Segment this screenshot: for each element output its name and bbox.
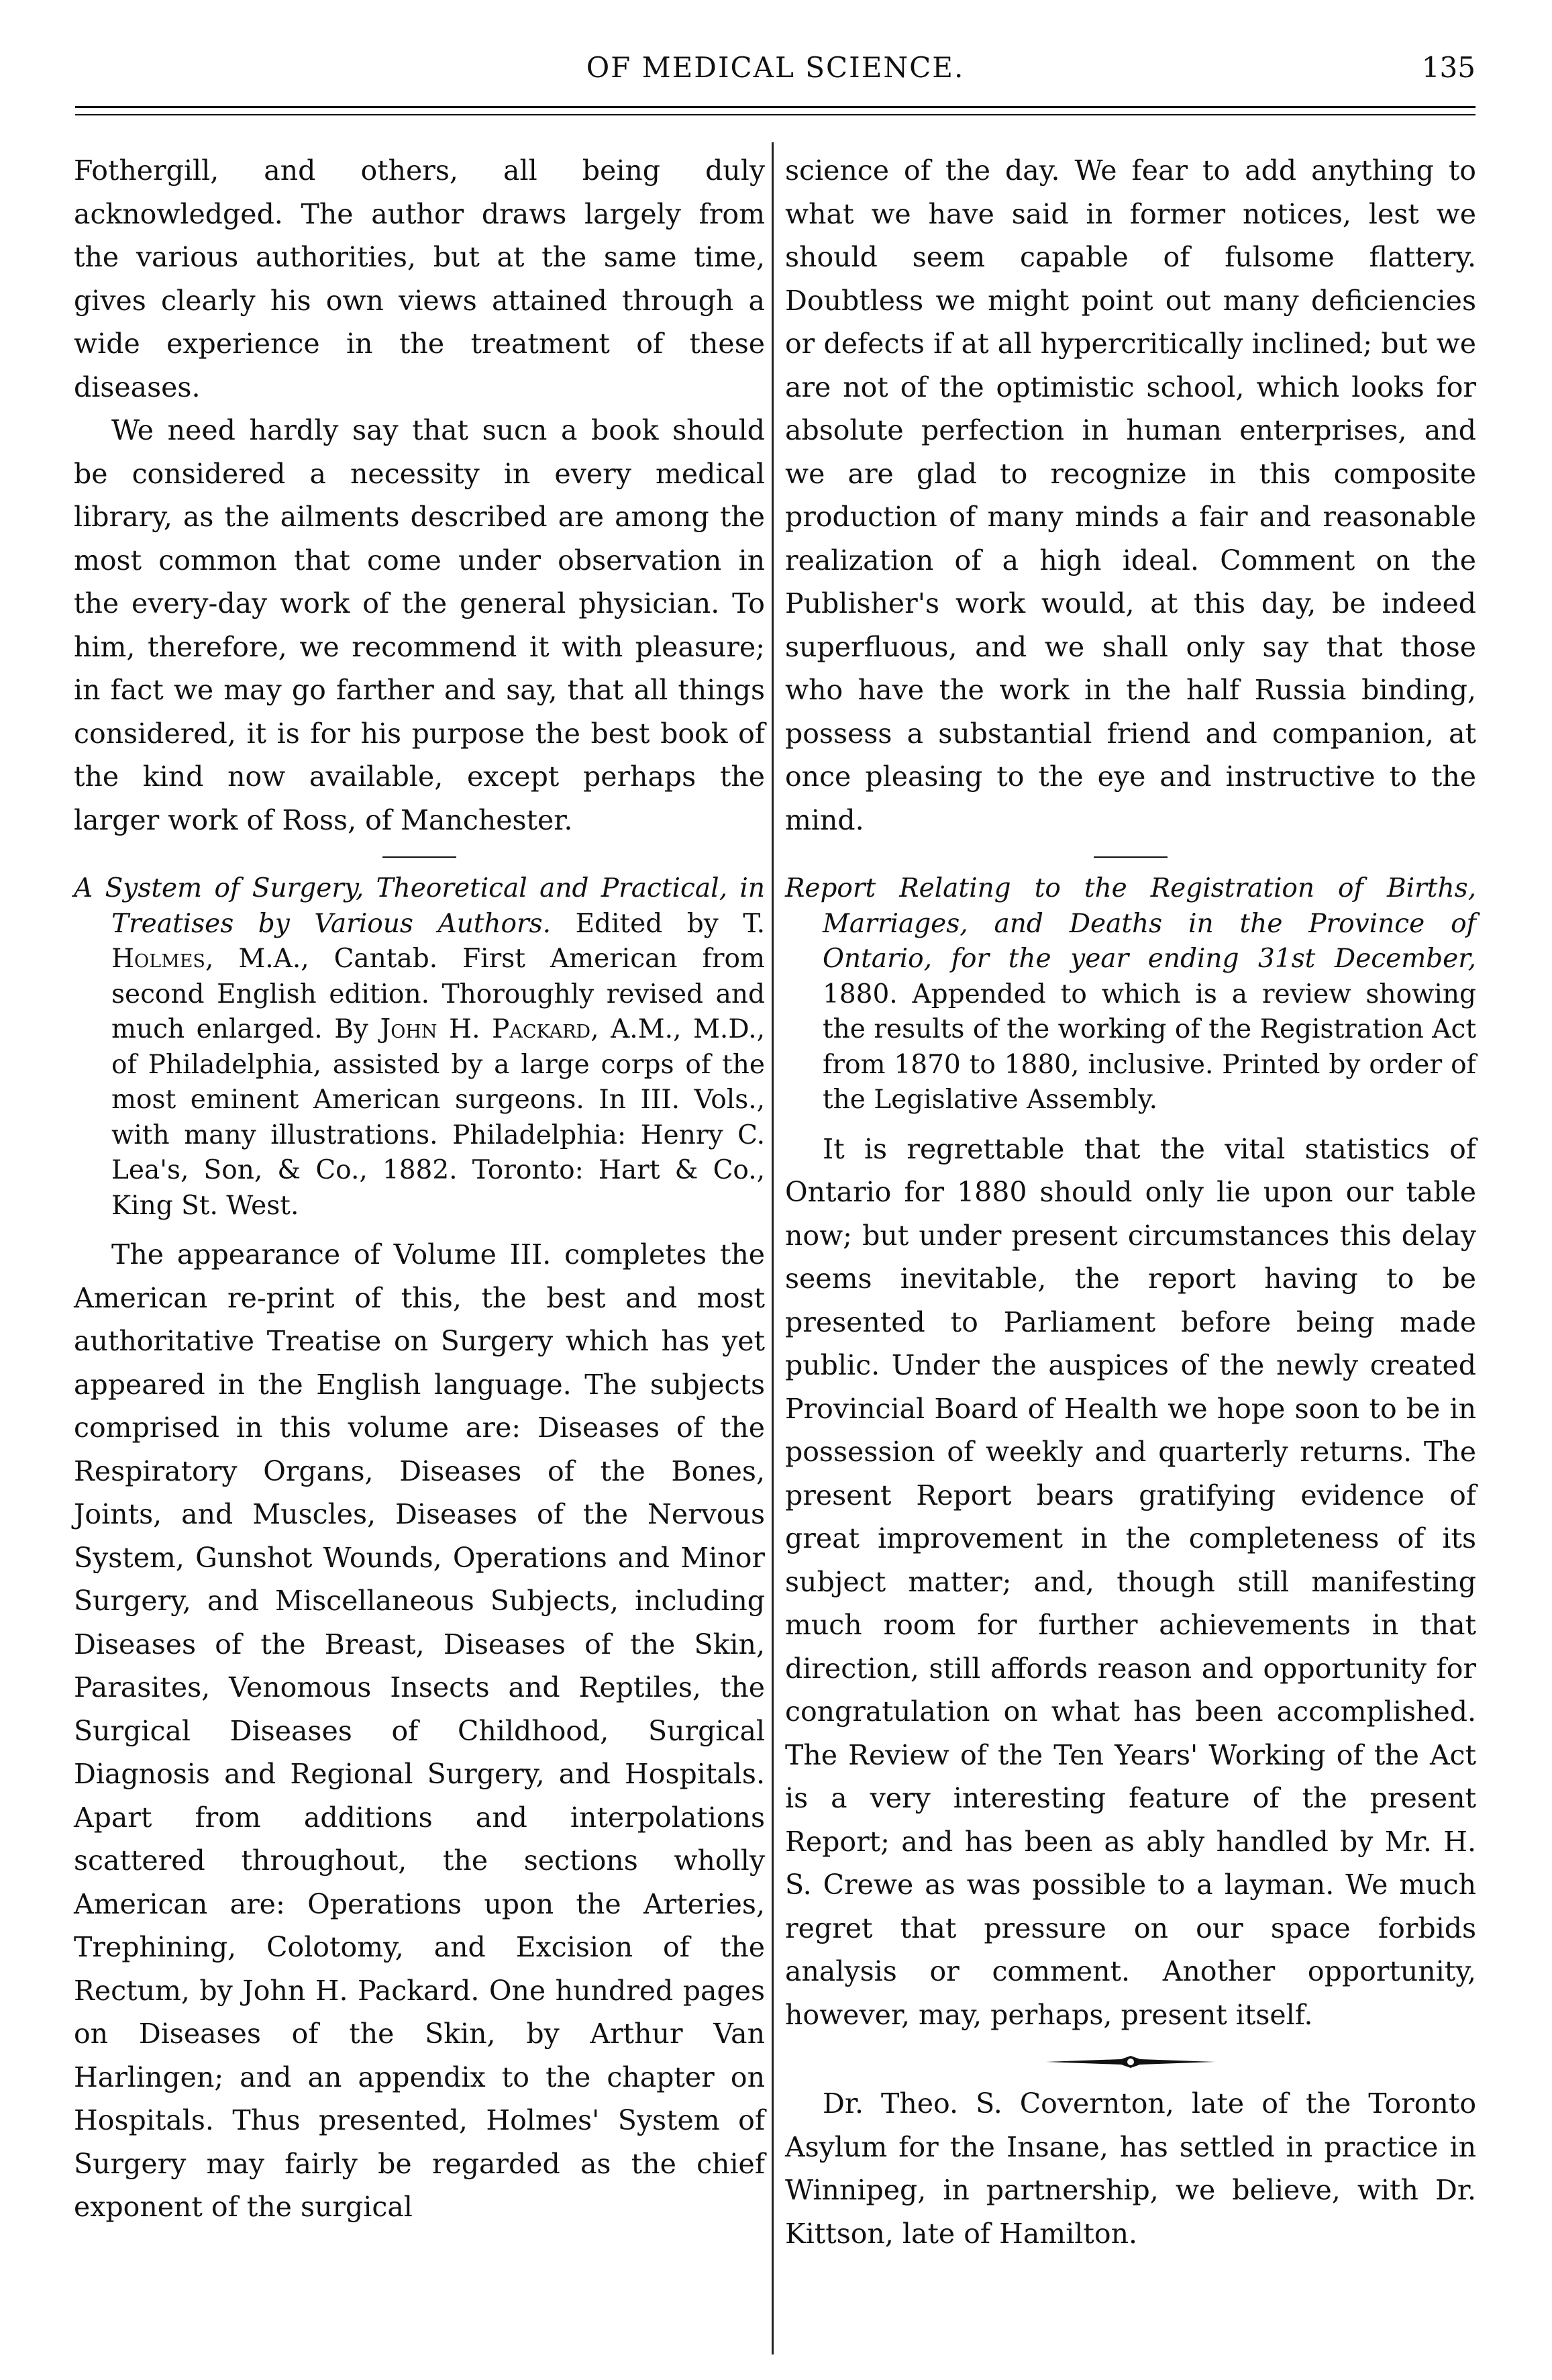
left-column (74, 149, 765, 2229)
paragraph: Dr. Theo. S. Covernton, late of the Toronto Asylum for the Insane, has settled in practice in Winnipeg, in partnership, we believe, with Dr. Kittson, late of Hamilton. (785, 2087, 1476, 2250)
running-title: OF MEDICAL SCIENCE. (586, 51, 965, 84)
page-header (75, 51, 1476, 94)
review-heading: A System of Surgery, Theoretical and Practical, in Treatises by Various Authors. Edited by T. Holmes, M.A., Cantab. First American from second English edition. Thoroughly revised and much enlarged. By John H. Packard, A.M., M.D., of Philadelphia, assisted by a large corps of the most eminent American surgeons. In III. Vols., with many illustrations. Philadelphia: Henry C. Lea's, Son, & Co., 1882. Toronto: Hart & Co., King St. West. (74, 873, 766, 1221)
review-title: A System of Surgery, Theoretical and Practical, in Treatises by Various Authors. (74, 873, 765, 939)
paragraph: It is regrettable that the vital statistics of Ontario for 1880 should only lie upon our table now; but under present circumstances this delay seems inevitable, the report having to be presented to Parliament before being made public. Under the auspices of the newly created Provincial Board of Health we hope soon to be in possession of weekly and quarterly returns. The present Report bears gratifying evidence of great improvement in the completeness of its subject matter; and, though still manifesting much room for further achievements in that direction, still affords reason and opportunity for congratulation on what has been accomplished. The Review of the Ten Years' Working of the Act is a very interesting feature of the present Report; and has been as ably handled by Mr. H. S. Crewe as was possible to a layman. We much regret that pressure on our space forbids analysis or comment. Another opportunity, however, may, perhaps, present itself. (785, 1132, 1476, 2031)
editor-name: John H. Packard (380, 1014, 591, 1044)
header-rule (75, 106, 1476, 108)
page-number: 135 (1421, 51, 1476, 84)
header-rule-thin (75, 114, 1476, 115)
report-title: Report Relating to the Registration of Births, Marriages, and Deaths in the Province of Ontario, for the year ending 31st December, (785, 873, 1476, 974)
section-divider (1094, 856, 1168, 858)
paragraph: science of the day. We fear to add anything to what we have said in former notices, lest we should seem capable of fulsome flattery. Doubtless we might point out many deficiencies or defects if at all hypercritically inclined; but we are not of the optimistic school, which looks for absolute perfection in human enterprises, and we are glad to recognize in this composite production of many minds a fair and reasonable realization of a high ideal. Comment on the Publisher's work would, at this day, be indeed superfluous, and we shall only say that those who have the work in the half Russia binding, possess a substantial friend and companion, at once pleasing to the eye and instructive to the mind. (785, 154, 1476, 836)
paragraph: We need hardly say that sucn a book should be considered a necessity in every medical library, as the ailments described are among the most common that come under observation in the every-day work of the general physician. To him, therefore, we recommend it with pleasure; in fact we may go farther and say, that all things considered, it is for his purpose the best book of the kind now available, except perhaps the larger work of Ross, of Manchester. (74, 414, 765, 836)
review-heading: Report Relating to the Registration of Births, Marriages, and Deaths in the Province of Ontario, for the year ending 31st December, 1880. Appended to which is a review showing the results of the working of the Registration Act from 1870 to 1880, inclusive. Printed by order of the Legislative Assembly. (785, 873, 1476, 1115)
editor-name: Holmes (111, 944, 205, 974)
column-divider (772, 142, 774, 2354)
paragraph: Fothergill, and others, all being duly acknowledged. The author draws largely from the various authorities, but at the same time, gives clearly his own views attained through a wide experience in the treatment of these diseases. (74, 154, 765, 403)
section-divider (382, 856, 456, 858)
paragraph: The appearance of Volume III. completes the American re-print of this, the best and most authoritative Treatise on Surgery which has yet appeared in the English language. The subjects comprised in this volume are: Diseases of the Respiratory Organs, Diseases of the Bones, Joints, and Muscles, Diseases of the Nervous System, Gunshot Wounds, Operations and Minor Surgery, and Miscellaneous Subjects, including Diseases of the Breast, Diseases of the Skin, Parasites, Venomous Insects and Reptiles, the Surgical Diseases of Childhood, Surgical Diagnosis and Regional Surgery, and Hospitals. Apart from additions and interpolations scattered throughout, the sections wholly American are: Operations upon the Arteries, Trephining, Colotomy, and Excision of the Rectum, by John H. Packard. One hundred pages on Diseases of the Skin, by Arthur Van Harlingen; and an appendix to the chapter on Hospitals. Thus presented, Holmes' System of Surgery may fairly be regarded as the chief exponent of the surgical (74, 1238, 765, 2223)
right-column (785, 149, 1476, 2255)
ornament-icon (1043, 2050, 1218, 2074)
ornament-divider (785, 2043, 1476, 2070)
